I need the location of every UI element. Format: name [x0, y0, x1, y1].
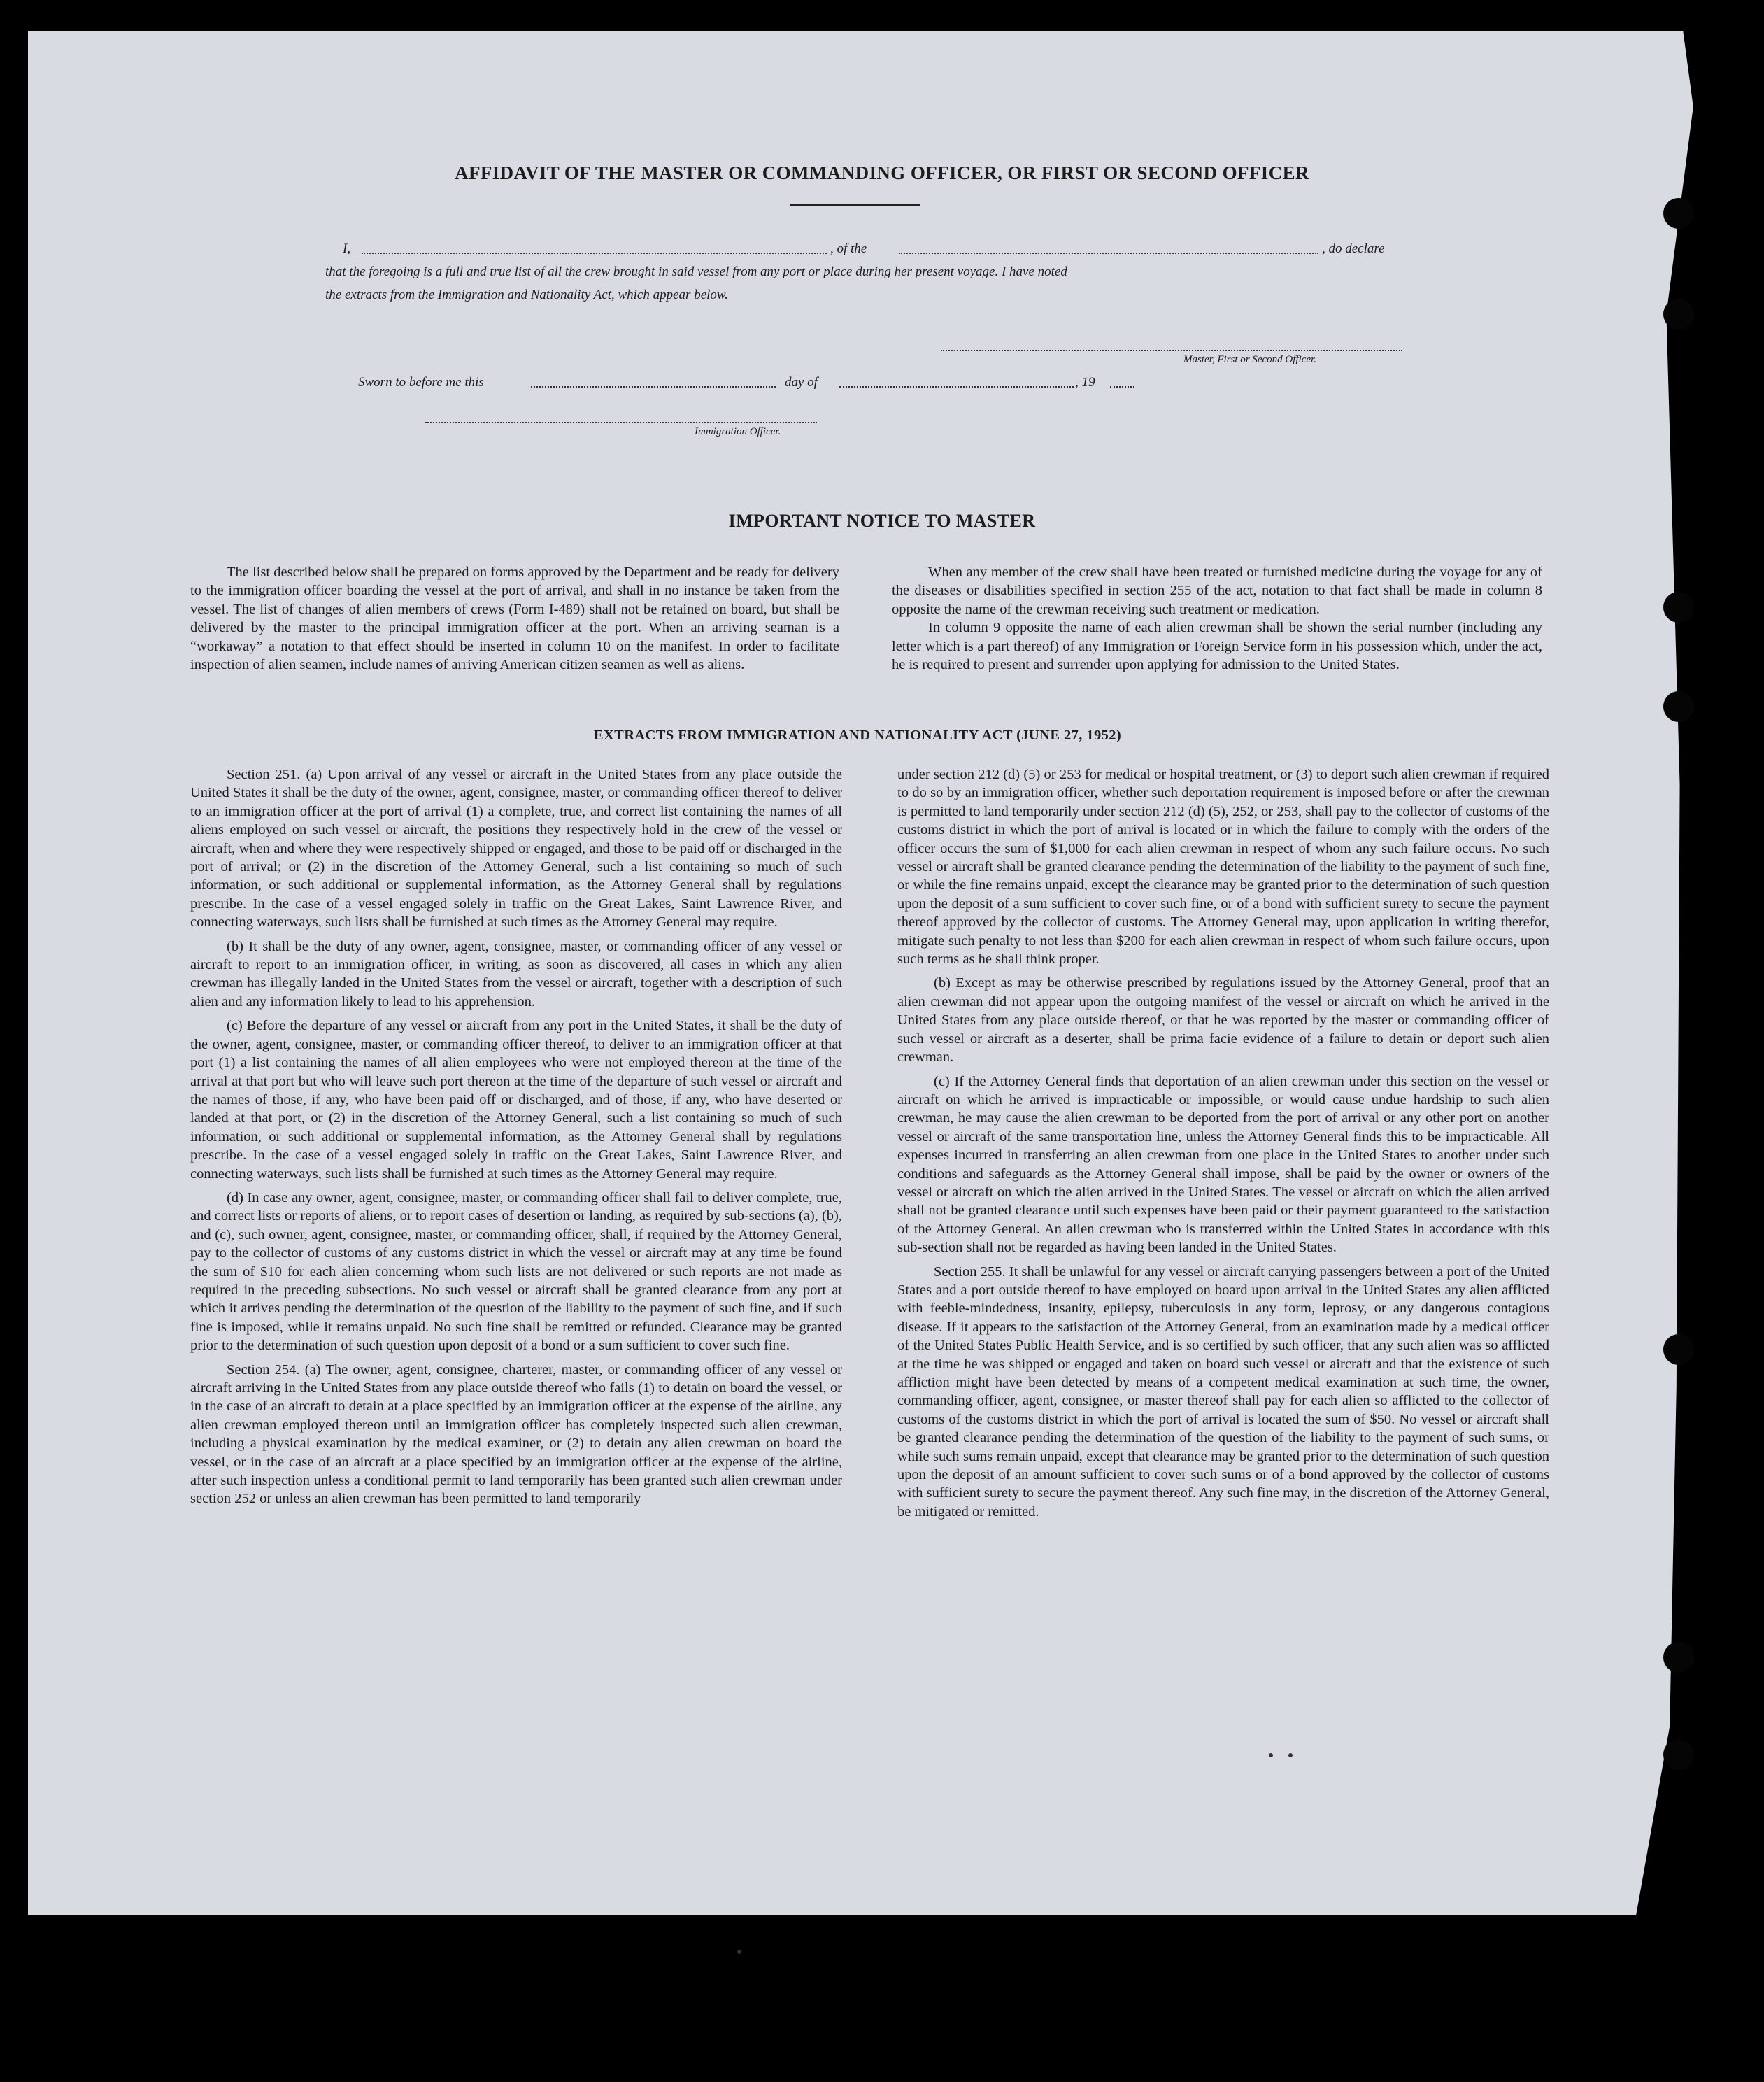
section-251-c: (c) Before the departure of any vessel or aircraft from any port in the United States, it shall be the duty of the owner, agent, consignee, master, or commanding officer thereof, to deliver to an immigration officer at that port (1) a list containing the names of all alien employees who were not employed thereon at the time of the arrival at that port but who will leave such port thereon at the time of the departure of such vessel or aircraft and the names of those, if any, who have been paid off or discharged, and of those, if any, who have deserted or landed at that port, or (2) in the discretion of the Attorney General, such a list containing so much of such information, or such additional or supplemental information, as the Attorney General shall by regulations prescribe. In the case of a vessel engaged solely in traffic on the Great Lakes, Saint Lawrence River, and connecting waterways, such lists shall be furnished at such times as the Attorney General may require.	[190, 1018, 842, 1182]
declaration-text-3: the extracts from the Immigration and Nationality Act, which appear below.	[325, 288, 728, 302]
punch-hole	[1663, 592, 1694, 623]
scan-speck	[1269, 1753, 1273, 1757]
section-254-a: Section 254. (a) The owner, agent, consignee, charterer, master, or commanding officer of any vessel or aircraft arriving in the United States from any place outside thereof who fails (1) to detain on board the vessel, or in the case of an aircraft to detain at a place specified by an immigration officer at the expense of the airline, any alien crewman employed thereon until an immigration officer has completely inspected such alien crewman, including a physical examination by the medical examiner, or (2) to detain any alien crewman on board the vessel, or in the case of an aircraft at a place specified by an immigration officer at the expense of the airline, after such inspection unless a conditional permit to land temporarily has been granted such alien crewman under section 252 or unless an alien crewman has been permitted to land temporarily	[190, 1361, 842, 1507]
punch-hole	[1663, 1334, 1694, 1365]
master-signature-line[interactable]	[941, 350, 1402, 351]
affidavit-title: AFFIDAVIT OF THE MASTER OR COMMANDING OFFICER, OR FIRST OR SECOND OFFICER	[455, 162, 1309, 183]
scan-speck	[737, 1950, 741, 1954]
section-255: Section 255. It shall be unlawful for any vessel or aircraft carrying passengers between a port of the United States and a port outside thereof to have employed on board upon arrival in the United States any alien afflicted with feeble-mindedness, insanity, epilepsy, tuberculosis in any form, leprosy, or any dangerous contagious disease. If it appears to the satisfaction of the Attorney General, from an examination made by a medical officer of the United States Public Health Service, and is so certified by such officer, that any such alien was so afflicted at the time he was shipped or engaged and taken on board such vessel or aircraft and that the existence of such affliction might have been detected by means of a competent medical examination at such time, the owner, commanding officer, agent, consignee, or master thereof shall pay for each alien so afflicted to the collector of customs of the customs district in which the port of arrival is located the sum of $50. No vessel or aircraft shall be granted clearance pending the determination of the question of the liability to the payment of such sums, or while such sums remain unpaid, except that clearance may be granted prior to the determination of such question upon the deposit of an amount sufficient to cover such sums or of a bond approved by the collector of customs with sufficient surety to secure the payment thereof. Any such fine may, in the discretion of the Attorney General, be mitigated or remitted.	[897, 1263, 1549, 1520]
title-underline	[790, 204, 920, 206]
notice-left-column	[190, 563, 839, 674]
do-declare-label: , do declare	[1322, 241, 1385, 256]
of-the-label: , of the	[830, 241, 867, 256]
notice-left-paragraph: The list described below shall be prepared on forms approved by the Department and be ready for delivery to the immigration officer boarding the vessel at the port of arrival, and shall in no instance be taken from the vessel. The list of changes of alien members of crews (Form I-489) shall not be retained on board, but shall be delivered by the master to the principal immigration officer at the port. When an arriving seaman is a “workaway” a notation to that effect should be inserted in column 10 on the manifest. In order to facilitate inspection of alien seamen, include names of arriving American citizen seamen as well as aliens.	[190, 565, 839, 673]
name-field[interactable]	[362, 253, 827, 254]
day-of-label: day of	[785, 375, 818, 390]
punch-hole	[1663, 691, 1694, 722]
sworn-line	[358, 371, 1197, 390]
section-254-b: (b) Except as may be otherwise prescribed by regulations issued by the Attorney General, proof that an alien crewman did not appear upon the outgoing manifest of the vessel or aircraft on which he arrived in the United States from any place outside thereof, or that he was reported by the master or commanding officer of such vessel or aircraft as a deserter, shall be prima facie evidence of a failure to detain or deport such alien crewman.	[897, 975, 1549, 1065]
sworn-month-field[interactable]	[839, 386, 1074, 388]
section-251-d: (d) In case any owner, agent, consignee, master, or commanding officer shall fail to deliver complete, true, and correct lists or reports of aliens, or to report cases of desertion or landing, as required by sub-sections (a), (b), and (c), such owner, agent, consignee, master, or commanding officer, shall, if required by the Attorney General, pay to the collector of customs of any customs district in which the vessel or aircraft may at any time be found the sum of $10 for each alien concerning whom such lists are not delivered or such reports are not made as required in the preceding subsections. No such vessel or aircraft shall be granted clearance from any port at which it arrives pending the determination of the question of the liability to the payment of such fine, and if such fine is imposed, while it remains unpaid. No such fine shall be remitted or refunded. Clearance may be granted prior to the determination of such question upon deposit of a bond or a sum sufficient to cover such fine.	[190, 1189, 842, 1354]
officer-signature-label: Immigration Officer.	[695, 426, 781, 437]
sworn-day-field[interactable]	[531, 386, 776, 388]
section-251-b: (b) It shall be the duty of any owner, agent, consignee, master, or commanding officer of any vessel or aircraft to report to an immigration officer, in writing, as soon as discovered, all cases in which any alien crewman has illegally landed in the United States from the vessel or aircraft, together with a description of such alien and any information likely to lead to his apprehension.	[190, 938, 842, 1010]
punch-hole	[1663, 1739, 1694, 1770]
extracts-title: EXTRACTS FROM IMMIGRATION AND NATIONALITY ACT (JUNE 27, 1952)	[593, 728, 1122, 743]
notice-title: IMPORTANT NOTICE TO MASTER	[728, 511, 1036, 531]
extracts-right-column	[897, 765, 1549, 1527]
sworn-label: Sworn to before me this	[358, 375, 484, 390]
officer-signature-line[interactable]	[425, 422, 817, 423]
notice-right-paragraph-2: In column 9 opposite the name of each alien crewman shall be shown the serial number (including any letter which is a part thereof) of any Immigration or Foreign Service form in his possession which, under the act, he is required to present and surrender upon applying for admission to the United States.	[892, 620, 1542, 673]
notice-right-column	[892, 563, 1542, 674]
punch-hole	[1663, 299, 1694, 330]
punch-hole	[1663, 1642, 1694, 1673]
punch-hole	[1663, 198, 1694, 229]
master-signature-label: Master, First or Second Officer.	[1183, 354, 1316, 365]
declaration-text-2: that the foregoing is a full and true list of all the crew brought in said vessel from any port or place during her present voyage. I have noted	[325, 264, 1067, 279]
section-251-a: Section 251. (a) Upon arrival of any vessel or aircraft in the United States from any place outside the United States it shall be the duty of the owner, agent, consignee, master, or commanding officer thereof to deliver to an immigration officer at the port of arrival (1) a complete, true, and correct list containing the names of all aliens employed on such vessel or aircraft, the positions they respectively hold in the crew of the vessel or aircraft, when and where they were respectively shipped or engaged, and those to be paid off or discharged in the port of arrival; or (2) in the discretion of the Attorney General, such a list containing so much of such information, or such additional or supplemental information, as the Attorney General shall by regulations prescribe. In the case of a vessel engaged solely in traffic on the Great Lakes, Saint Lawrence River, and connecting waterways, such lists shall be furnished at such times as the Attorney General may require.	[190, 767, 842, 930]
sworn-year-field[interactable]	[1110, 386, 1134, 388]
section-254-c: (c) If the Attorney General finds that deportation of an alien crewman under this section on the vessel or aircraft on which he arrived is impracticable or impossible, or would cause undue hardship to such alien crewman, he may cause the alien crewman to be deported from the port of arrival or any other port on another vessel or aircraft of the same transportation line, unless the Attorney General finds this to be impracticable. All expenses incurred in transferring an alien crewman from one place in the United States to another under such conditions and safeguards as the Attorney General shall impose, shall be paid by the owner or owners of the vessel or aircraft on which the alien arrived in the United States. The vessel or aircraft on which the alien arrived shall not be granted clearance until such expenses have been paid or their payment guaranteed to the satisfaction of the Attorney General. An alien crewman who is transferred within the United States in accordance with this sub-section shall not be regarded as having been landed in the United States.	[897, 1073, 1549, 1256]
section-254-a-continued: under section 212 (d) (5) or 253 for medical or hospital treatment, or (3) to deport such alien crewman if required to do so by an immigration officer, whether such deportation requirement is imposed before or after the crewman is permitted to land temporarily under section 212 (d) (5), 252, or 253, shall pay to the collector of customs of the customs district in which the port of arrival is located or in which the failure to comply with the orders of the officer occurs the sum of $1,000 for each alien crewman in respect of whom any such failure occurs. No such vessel or aircraft shall be granted clearance pending the determination of the liability to the payment of such fine, or while the fine remains unpaid, except the clearance may be granted prior to the determination of such question upon the deposit of a sum sufficient to cover such fine, or of a bond with sufficient surety to secure the payment thereof approved by the collector of customs. The Attorney General may, upon application in writing therefor, mitigate such penalty to not less than $200 for each alien crewman in respect of whom such failure occurs, upon such terms as he shall think proper.	[897, 767, 1549, 968]
i-label: I,	[343, 241, 351, 256]
scan-speck	[1288, 1753, 1293, 1757]
year-label: , 19	[1075, 375, 1095, 390]
notice-right-paragraph-1: When any member of the crew shall have been treated or furnished medicine during the voyage for any of the diseases or disabilities specified in section 255 of the act, notation to that fact shall be made in column 8 opposite the name of the crewman receiving such treatment or medication.	[892, 565, 1542, 617]
extracts-left-column	[190, 765, 842, 1514]
declaration-line	[325, 237, 1402, 257]
vessel-field[interactable]	[899, 253, 1318, 254]
